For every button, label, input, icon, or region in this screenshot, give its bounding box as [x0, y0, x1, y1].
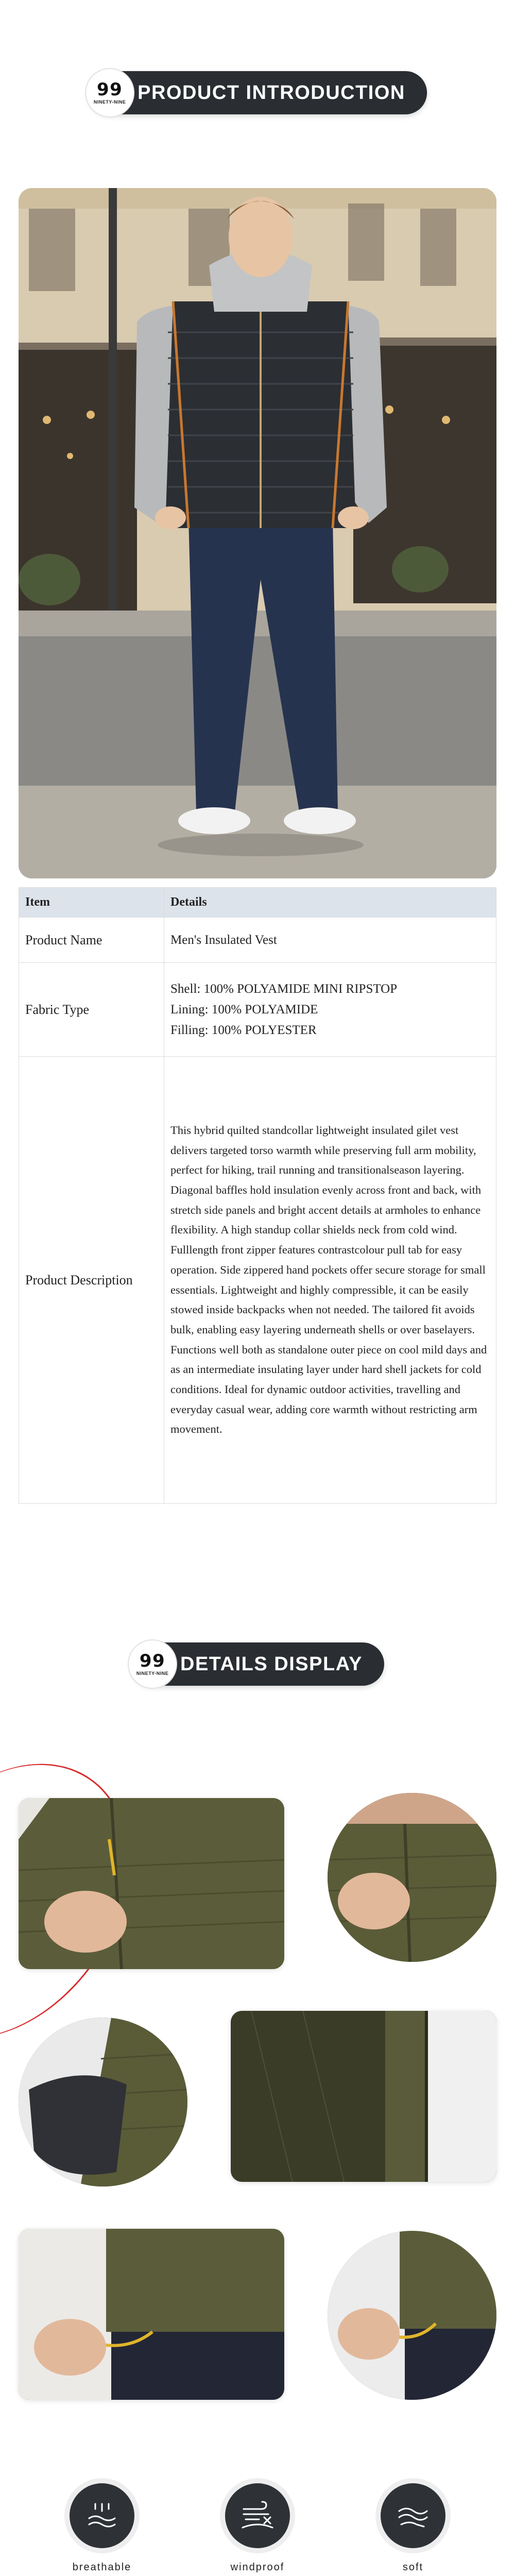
breathable-icon [84, 2498, 120, 2534]
section-title-text: DETAILS DISPLAY [180, 1653, 363, 1675]
detail-photo-hem-drawcord [19, 2229, 284, 2400]
detail-illustration [19, 2229, 284, 2400]
feature-label: soft [402, 2562, 424, 2573]
fabric-label: Fabric Type [19, 963, 164, 1057]
section-title-product-introduction [88, 71, 427, 114]
description-label: Product Description [19, 1057, 164, 1504]
fabric-value [164, 963, 496, 1057]
windproof-icon [238, 2497, 277, 2535]
detail-illustration [19, 2018, 187, 2187]
table-header-item: Item [19, 888, 164, 918]
product-spec-table [19, 887, 496, 1504]
description-paragraph-1: This hybrid quilted standcollar lightweight insulated gilet vest delivers targeted torso warmth while preserving full arm mobility, perfect for hiking, trail running and transitionalseason layering. Diagonal baffles hold insulation evenly across front and back, with stretch side panels and bright accent details at armholes to enhance flexibility. A high standup collar shields neck from cold wind. [170, 1124, 482, 1236]
product-name-label: Product Name [19, 918, 164, 963]
product-name-value: Men's Insulated Vest [164, 918, 496, 963]
table-row [19, 963, 496, 1057]
detail-illustration [19, 1798, 284, 1969]
hero-product-photo [19, 188, 496, 878]
description-paragraph-2: Fulllength front zipper features contrastcolour pull tab for easy operation. Side zippered hand pockets offer secure storage for small essentials. Lightweight and highly compressible, it can be easily stowed inside backpacks when not needed. The tailored fit avoids bulk, enabling easy layering underneath shells or over baselayers. Functions well both as standalone outer piece on cool mild days and as an intermediate insulating layer under hard shell jackets for cold conditions. Ideal for dynamic outdoor activities, travelling and everyday casual wear, adding core warmth without restricting arm movement. [170, 1243, 487, 1436]
feature-windproof [206, 2478, 309, 2574]
feature-soft [362, 2478, 465, 2574]
detail-illustration [328, 1793, 496, 1962]
detail-photo-hem-circle [328, 2231, 496, 2400]
description-value [164, 1057, 496, 1504]
hero-illustration [19, 188, 496, 878]
detail-photo-stretch-panel [19, 2018, 187, 2187]
table-row [19, 1057, 496, 1504]
detail-illustration [328, 2231, 496, 2400]
fabric-lining: Lining: 100% POLYAMIDE [170, 1002, 318, 1016]
brand-logo: 99 NINETY-NINE [85, 68, 134, 117]
table-header-details: Details [164, 888, 496, 918]
table-header-row [19, 888, 496, 918]
soft-icon [394, 2497, 432, 2535]
brand-logo: 99 NINETY-NINE [128, 1639, 177, 1689]
feature-breathable [50, 2478, 153, 2574]
fabric-filling: Filling: 100% POLYESTER [170, 1023, 317, 1037]
fabric-shell: Shell: 100% POLYAMIDE MINI RIPSTOP [170, 981, 398, 996]
table-row [19, 918, 496, 963]
detail-photo-lining [231, 2011, 496, 2182]
detail-illustration [231, 2011, 496, 2182]
section-title-details-display [131, 1642, 384, 1686]
detail-photo-collar-zipper [19, 1798, 284, 1969]
feature-label: breathable [72, 2562, 132, 2573]
detail-photo-zipper-circle [328, 1793, 496, 1962]
feature-label: windproof [230, 2562, 285, 2573]
section-title-text: PRODUCT INTRODUCTION [138, 81, 405, 104]
